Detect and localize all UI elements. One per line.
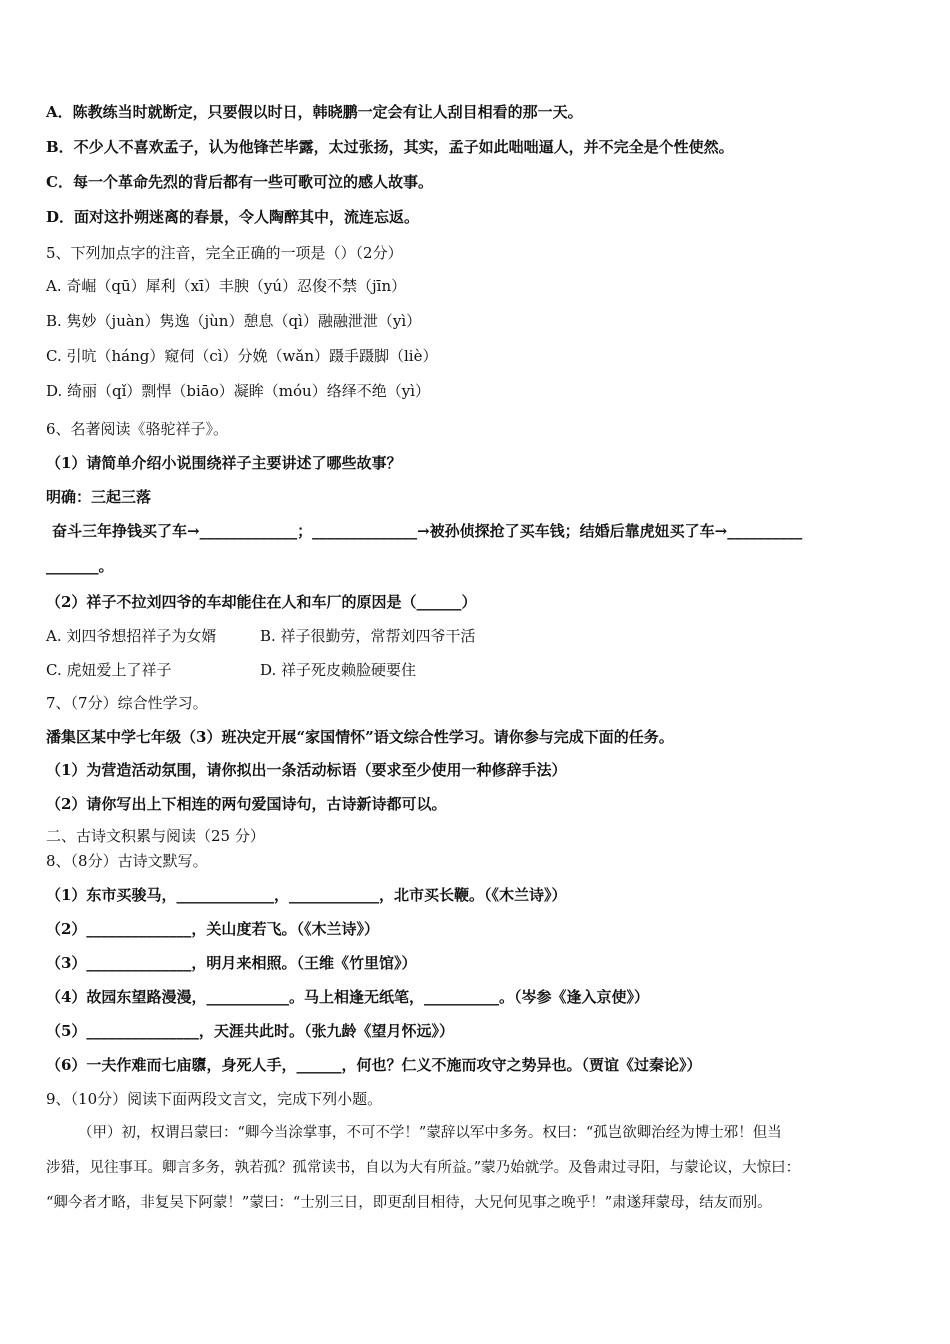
q9-para-line2: 涉猎，见往事耳。卿言多务，孰若孤？孤常读书，自以为大有所益。”蒙乃始就学。及鲁肃过寻阳，与蒙论议，大惊曰： xyxy=(46,1160,801,1176)
q5-option-d: D. 绮丽（qǐ）剽悍（biāo）凝眸（móu）络绎不绝（yì） xyxy=(46,382,430,400)
q6-option-a: A. 刘四爷想招祥子为女婿 xyxy=(46,627,217,645)
q8-item-5: （5）_______________，天涯共此时。（张九龄《望月怀远》） xyxy=(46,1022,454,1040)
section2-heading: 二、古诗文积累与阅读（25 分） xyxy=(46,827,265,845)
q6-stem: 6、名著阅读《骆驼祥子》。 xyxy=(46,420,229,438)
q6-options-row1 xyxy=(46,626,476,646)
q6-story-line1: 奋斗三年挣钱买了车→_____________；______________→被孙侦探抢了买车钱；结婚后靠虎妞买了车→__________ xyxy=(52,522,803,540)
q8-item-2: （2）______________，关山度若飞。（《木兰诗》） xyxy=(46,920,379,938)
q6-sub1: （1）请简单介绍小说围绕祥子主要讲述了哪些故事？ xyxy=(46,454,402,472)
q6-story-line2: _______。 xyxy=(46,557,114,575)
q7-task2: （2）请你写出上下相连的两句爱国诗句，古诗新诗都可以。 xyxy=(46,795,447,813)
q4-option-c: C．每一个革命先烈的背后都有一些可歌可泣的感人故事。 xyxy=(46,173,433,191)
q4-option-b: B．不少人不喜欢孟子，认为他锋芒毕露，太过张扬，其实，孟子如此咄咄逼人，并不完全是个性使然。 xyxy=(46,138,734,156)
q8-item-4: （4）故园东望路漫漫，___________。马上相逢无纸笔，__________。（岑参《逢入京使》） xyxy=(46,988,649,1006)
q5-stem: 5、下列加点字的注音，完全正确的一项是（）（2分） xyxy=(46,244,403,262)
q8-item-6: （6）一夫作难而七庙隳，身死人手，______，何也？仁义不施而攻守之势异也。（贾谊《过秦论》） xyxy=(46,1056,702,1074)
q6-option-d: D. 祥子死皮赖脸硬要住 xyxy=(260,661,417,679)
q6-sub2: （2）祥子不拉刘四爷的车却能住在人和车厂的原因是（______） xyxy=(46,593,477,611)
q6-option-b: B. 祥子很勤劳，常帮刘四爷干活 xyxy=(260,627,476,645)
q5-option-c: C. 引吭（háng）窥伺（cì）分娩（wǎn）蹑手蹑脚（liè） xyxy=(46,347,438,365)
q8-item-1: （1）东市买骏马，_____________，____________，北市买长鞭。（《木兰诗》） xyxy=(46,886,567,904)
q7-intro: 潘集区某中学七年级（3）班决定开展“家国情怀”语文综合性学习。请你参与完成下面的任务。 xyxy=(46,728,674,746)
q6-options-row2 xyxy=(46,660,416,680)
q8-item-3: （3）______________，明月来相照。（王维《竹里馆》） xyxy=(46,954,417,972)
q6-option-c: C. 虎妞爱上了祥子 xyxy=(46,661,172,679)
q9-para-line3: “卿今者才略，非复吴下阿蒙！”蒙曰：“士别三日，即更刮目相待，大兄何见事之晚乎！”肃遂拜蒙母，结友而别。 xyxy=(46,1195,772,1211)
q9-stem: 9、（10分）阅读下面两段文言文，完成下列小题。 xyxy=(46,1090,383,1108)
q5-option-a: A. 奇崛（qū）犀利（xī）丰腴（yú）忍俊不禁（jīn） xyxy=(46,277,407,295)
q6-clarify: 明确：三起三落 xyxy=(46,488,152,506)
q5-option-b: B. 隽妙（juàn）隽逸（jùn）憩息（qì）融融泄泄（yì） xyxy=(46,312,422,330)
q4-option-d: D．面对这扑朔迷离的春景，令人陶醉其中，流连忘返。 xyxy=(46,208,420,226)
q4-option-a: A．陈教练当时就断定，只要假以时日，韩晓鹏一定会有让人刮目相看的那一天。 xyxy=(46,103,583,121)
q7-stem: 7、（7分）综合性学习。 xyxy=(46,694,208,712)
q7-task1: （1）为营造活动氛围，请你拟出一条活动标语（要求至少使用一种修辞手法） xyxy=(46,761,567,779)
q8-stem: 8、（8分）古诗文默写。 xyxy=(46,852,208,870)
q9-para-line1: （甲）初，权谓吕蒙曰：“卿今当涂掌事，不可不学！”蒙辞以军中多务。权曰：“孤岂欲卿治经为博士邪！但当 xyxy=(78,1125,782,1141)
